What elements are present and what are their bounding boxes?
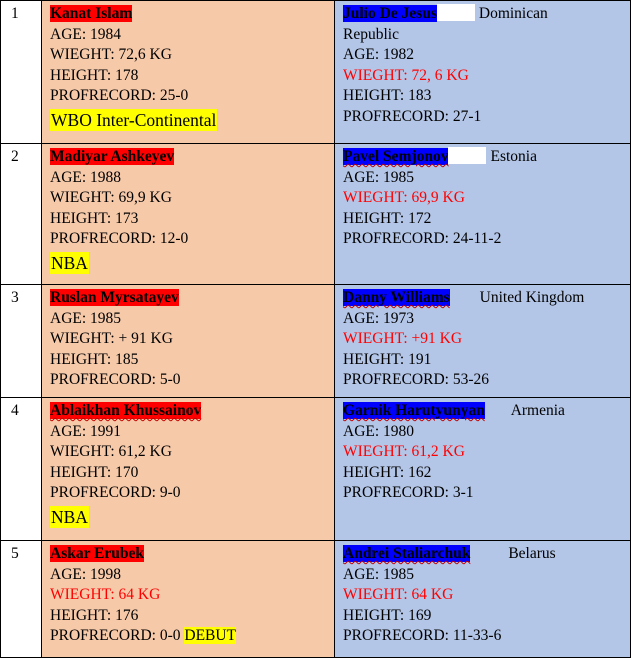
away-fighter-country: Dominican bbox=[478, 5, 548, 22]
away-fighter-height: HEIGHT: 172 bbox=[343, 209, 432, 227]
home-fighter-cell bbox=[42, 285, 335, 398]
home-fighter-cell bbox=[42, 1, 335, 144]
home-fighter-weight: WIEGHT: 64 KG bbox=[50, 586, 161, 603]
bout-number: 1 bbox=[1, 1, 42, 144]
away-fighter-weight: WIEGHT: 61,2 KG bbox=[343, 443, 465, 460]
home-fighter-cell bbox=[42, 144, 335, 285]
home-fighter-age: AGE: 1991 bbox=[50, 422, 122, 440]
home-fighter-name: Ruslan Myrsatayev bbox=[50, 289, 179, 306]
bout-number: 3 bbox=[1, 285, 42, 398]
title-badge: NBA bbox=[51, 252, 88, 273]
away-fighter-cell bbox=[335, 1, 631, 144]
away-fighter-weight: WIEGHT: 64 KG bbox=[343, 586, 454, 603]
bout-number: 5 bbox=[1, 541, 42, 658]
away-fighter-age: AGE: 1985 bbox=[343, 565, 415, 583]
away-fighter-country: Belarus bbox=[508, 545, 556, 562]
home-fighter-weight: WIEGHT: + 91 KG bbox=[50, 330, 173, 347]
home-fighter-record: PROFRECORD: 0-0 bbox=[50, 627, 181, 644]
bout-row-3 bbox=[1, 285, 631, 398]
name-highlight-gap bbox=[437, 4, 475, 21]
away-fighter-record: PROFRECORD: 24-11-2 bbox=[343, 230, 502, 247]
home-fighter-height: HEIGHT: 170 bbox=[50, 463, 139, 481]
home-fighter-name: Madiyar Ashkeyev bbox=[50, 148, 175, 165]
home-fighter-weight: WIEGHT: 61,2 KG bbox=[50, 443, 172, 460]
away-fighter-height: HEIGHT: 191 bbox=[343, 350, 432, 368]
away-fighter-cell bbox=[335, 285, 631, 398]
away-fighter-name: Andrei Staliarchuk bbox=[343, 545, 471, 562]
away-fighter-age: AGE: 1973 bbox=[343, 309, 415, 327]
home-fighter-height: HEIGHT: 173 bbox=[50, 209, 139, 227]
home-fighter-height: HEIGHT: 185 bbox=[50, 350, 139, 368]
bout-row-2 bbox=[1, 144, 631, 285]
away-fighter-weight: WIEGHT: +91 KG bbox=[343, 330, 463, 347]
home-fighter-age: AGE: 1984 bbox=[50, 25, 122, 43]
bout-number: 4 bbox=[1, 398, 42, 541]
home-fighter-cell bbox=[42, 398, 335, 541]
away-fighter-name: Julio De Jesus bbox=[343, 5, 437, 22]
away-fighter-name: Danny Williams bbox=[343, 289, 450, 306]
away-fighter-age: AGE: 1982 bbox=[343, 46, 415, 63]
away-fighter-age: AGE: 1985 bbox=[343, 168, 415, 186]
bout-row-1 bbox=[1, 1, 631, 144]
home-fighter-name: Kanat Islam bbox=[50, 5, 133, 22]
title-badge: NBA bbox=[51, 506, 88, 527]
home-fighter-cell bbox=[42, 541, 335, 658]
away-fighter-country: United Kingdom bbox=[479, 289, 585, 306]
home-fighter-height: HEIGHT: 178 bbox=[50, 66, 139, 84]
home-fighter-weight: WIEGHT: 72,6 KG bbox=[50, 46, 172, 63]
bout-number: 2 bbox=[1, 144, 42, 285]
away-fighter-cell bbox=[335, 541, 631, 658]
away-fighter-weight: WIEGHT: 72, 6 KG bbox=[343, 66, 469, 84]
home-fighter-record: PROFRECORD: 9-0 bbox=[50, 484, 181, 501]
home-fighter-height: HEIGHT: 176 bbox=[50, 606, 139, 624]
bout-row-5 bbox=[1, 541, 631, 658]
home-fighter-record: PROFRECORD: 12-0 bbox=[50, 230, 189, 247]
away-fighter-height: HEIGHT: 183 bbox=[343, 87, 432, 104]
home-fighter-name: Askar Erubek bbox=[50, 545, 145, 562]
away-fighter-weight: WIEGHT: 69,9 KG bbox=[343, 189, 465, 206]
away-fighter-country: Estonia bbox=[490, 148, 537, 165]
away-fighter-record: PROFRECORD: 3-1 bbox=[343, 484, 474, 501]
away-fighter-country: Armenia bbox=[510, 402, 565, 419]
home-fighter-record: PROFRECORD: 5-0 bbox=[50, 371, 181, 388]
away-fighter-height: HEIGHT: 162 bbox=[343, 463, 432, 481]
title-badge: WBO Inter-Continental bbox=[51, 109, 217, 130]
home-fighter-age: AGE: 1998 bbox=[50, 565, 122, 583]
away-fighter-record: PROFRECORD: 11-33-6 bbox=[343, 627, 502, 644]
name-highlight-gap bbox=[448, 147, 486, 164]
away-fighter-name: Garnik Harutyunyan bbox=[343, 402, 485, 419]
away-fighter-name: Pavel Semjonov bbox=[343, 148, 449, 165]
away-fighter-record: PROFRECORD: 53-26 bbox=[343, 371, 489, 388]
home-fighter-age: AGE: 1985 bbox=[50, 309, 122, 327]
away-fighter-country-cont: Republic bbox=[343, 25, 399, 43]
away-fighter-cell bbox=[335, 398, 631, 541]
home-fighter-name: Ablaikhan Khussainov bbox=[50, 402, 202, 419]
home-fighter-weight: WIEGHT: 69,9 KG bbox=[50, 189, 172, 206]
away-fighter-cell bbox=[335, 144, 631, 285]
home-fighter-age: AGE: 1988 bbox=[50, 168, 122, 186]
bout-row-4 bbox=[1, 398, 631, 541]
home-fighter-record: PROFRECORD: 25-0 bbox=[50, 87, 189, 104]
away-fighter-height: HEIGHT: 169 bbox=[343, 606, 432, 624]
away-fighter-age: AGE: 1980 bbox=[343, 422, 415, 440]
away-fighter-record: PROFRECORD: 27-1 bbox=[343, 107, 482, 125]
debut-badge: DEBUT bbox=[184, 627, 237, 644]
